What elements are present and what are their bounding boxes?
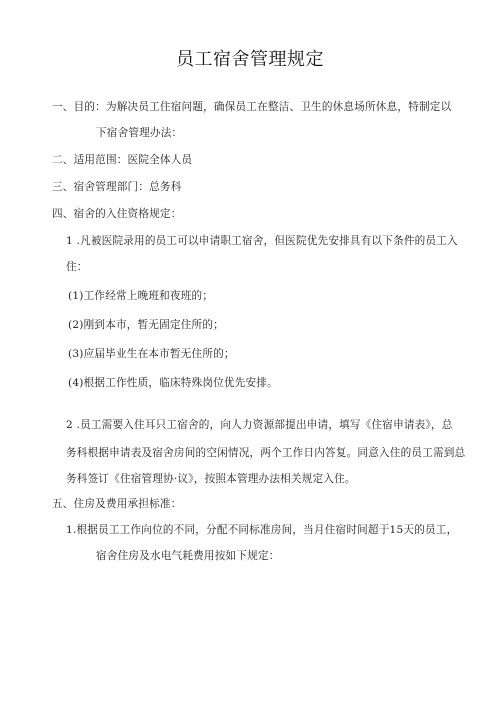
clause-5-1-continued: 宿舍住房及水电气耗费用按如下规定： (96, 550, 280, 562)
clause-4-1-continued: 住： (66, 261, 88, 273)
section-1-purpose-continued: 下宿舍管理办法： (96, 127, 183, 139)
condition-item-4: (4)根据工作性质，临床特殊岗位优先安排。 (68, 377, 278, 389)
condition-item-1: (1)工作经常上晚班和夜班的； (68, 290, 214, 302)
section-5-heading: 五、住房及费用承担标准： (52, 498, 182, 510)
condition-item-3: (3)应届毕业生在本市暂无住所的； (68, 348, 235, 360)
clause-4-2: 2 .员工需要入住耳只工宿舍的，向人力资源部提出申请，填写《住宿申请表》，总 (66, 419, 453, 431)
section-2-scope: 二、适用范围：医院全体人员 (52, 154, 193, 166)
clause-4-1: 1 .凡被医院录用的员工可以申请职工宿舍，但医院优先安排具有以下条件的员工入 (66, 235, 458, 247)
section-3-department: 三、宿舍管理部门：总务科 (52, 181, 182, 193)
clause-4-2-line-3: 务科签订《住宿管理协·议》，按照本管理办法相关规定入住。 (66, 473, 356, 485)
clause-5-1: 1.根据员工工作向位的不同，分配不同标准房间，当月住宿时间超于15天的员工， (66, 524, 458, 536)
condition-item-2: (2)刚到本市，暂无固定住所的； (68, 319, 224, 331)
clause-4-2-line-2: 务科根据申请表及宿舍房间的空闲情况，两个工作日内答复。同意入住的员工需到总 (66, 447, 466, 459)
section-4-heading: 四、宿舍的入住资格规定： (52, 208, 182, 220)
document-title: 员工宿舍管理规定 (176, 49, 324, 70)
section-1-purpose: 一、目的：为解决员工住宿问题，确保员工在整洁、卫生的休息场所休息，特制定以 (52, 101, 452, 113)
